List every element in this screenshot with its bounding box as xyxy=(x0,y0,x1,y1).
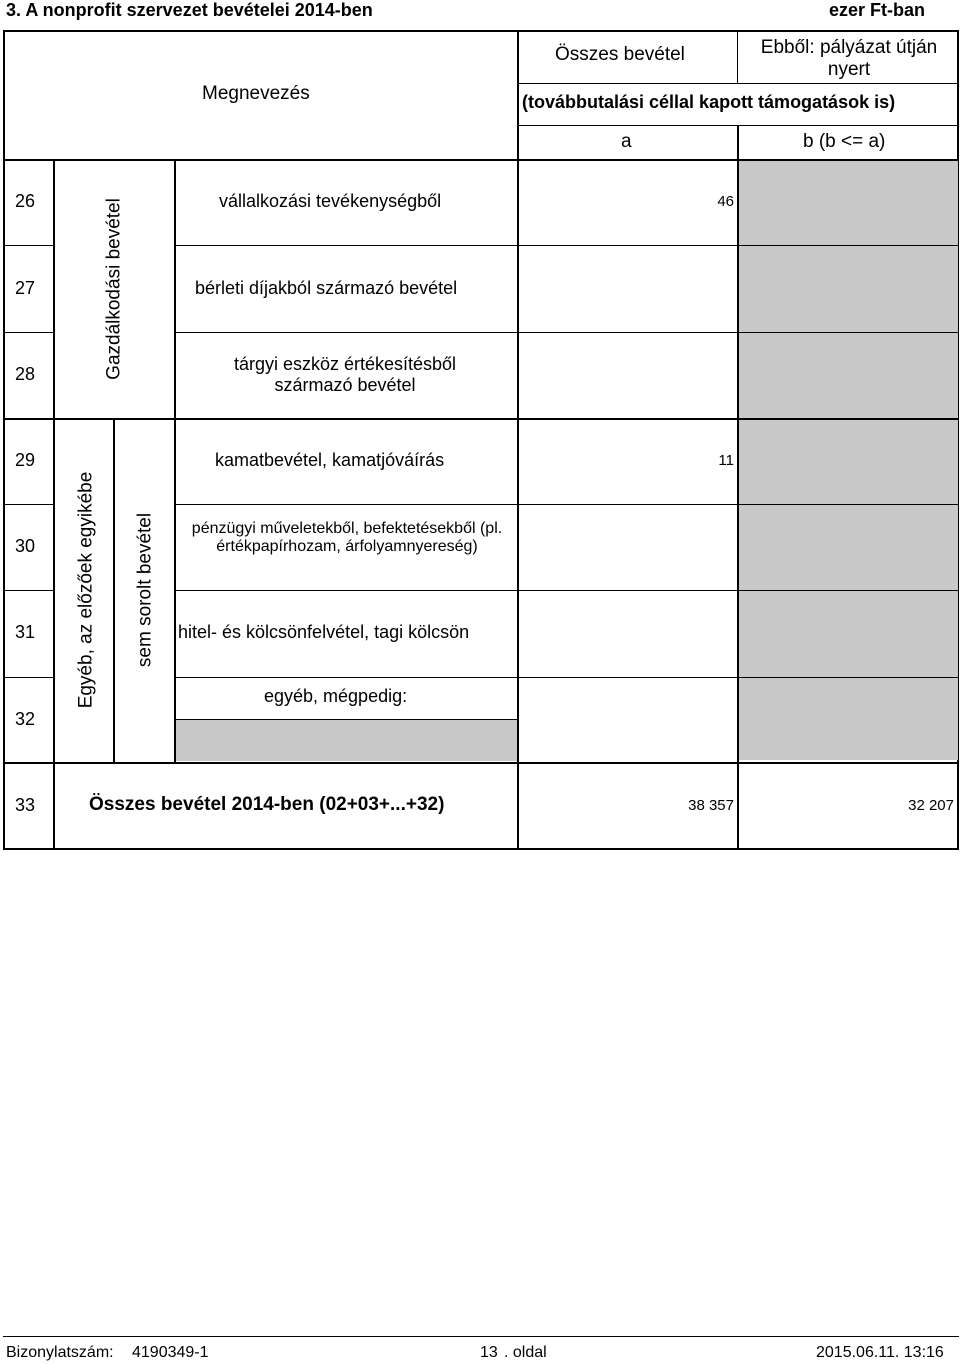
row-label: bérleti díjakból származó bevétel xyxy=(195,278,458,298)
row-label: tárgyi eszköz értékesítésből származó bevétel xyxy=(233,354,457,395)
row-number: 31 xyxy=(15,622,36,642)
row-number: 29 xyxy=(15,450,36,470)
group-label-business: Gazdálkodási bevétel xyxy=(103,198,125,380)
row-number: 30 xyxy=(15,536,36,556)
row-number: 26 xyxy=(15,191,36,211)
footer-divider xyxy=(3,1336,959,1337)
footer-page-number: 13 xyxy=(480,1344,498,1361)
row-number: 32 xyxy=(15,709,36,729)
shaded-column-b xyxy=(739,160,958,760)
row-value-a: 11 xyxy=(718,452,734,469)
row-number: 33 xyxy=(15,795,36,815)
footer-page-label: . oldal xyxy=(504,1344,547,1361)
row-label: egyéb, mégpedig: xyxy=(264,686,408,706)
column-header-name: Megnevezés xyxy=(202,83,310,104)
row-label: vállalkozási tevékenységből xyxy=(219,191,442,211)
column-header-total: Összes bevétel xyxy=(555,44,685,65)
total-value-a: 38 357 xyxy=(688,797,734,814)
total-value-b: 32 207 xyxy=(908,797,954,814)
column-b-label: b (b <= a) xyxy=(803,131,886,152)
shaded-row-32-input xyxy=(176,720,518,761)
column-header-of-which: Ebből: pályázat útján nyert xyxy=(760,37,938,80)
row-label: pénzügyi műveletekből, befektetésekből (pl. értékpapírhozam, árfolyamnyereség) xyxy=(191,520,503,556)
column-subnote: (továbbutalási céllal kapott támogatások is) xyxy=(522,92,896,112)
row-label: hitel- és kölcsönfelvétel, tagi kölcsön xyxy=(178,622,470,642)
footer-doc-number: 4190349-1 xyxy=(132,1344,209,1361)
page-title: 3. A nonprofit szervezet bevételei 2014-ben xyxy=(6,0,373,20)
unit-label: ezer Ft-ban xyxy=(829,0,926,20)
total-label: Összes bevétel 2014-ben (02+03+...+32) xyxy=(89,794,445,815)
group-label-not-listed: sem sorolt bevétel xyxy=(134,512,156,668)
column-a-label: a xyxy=(621,131,632,152)
footer-doc-label: Bizonylatszám: xyxy=(6,1344,114,1361)
row-number: 28 xyxy=(15,364,36,384)
group-label-other: Egyéb, az előzőek egyikébe xyxy=(75,471,97,709)
footer-timestamp: 2015.06.11. 13:16 xyxy=(816,1344,944,1361)
row-label: kamatbevétel, kamatjóváírás xyxy=(215,450,445,470)
row-number: 27 xyxy=(15,278,36,298)
row-value-a: 46 xyxy=(717,193,734,210)
